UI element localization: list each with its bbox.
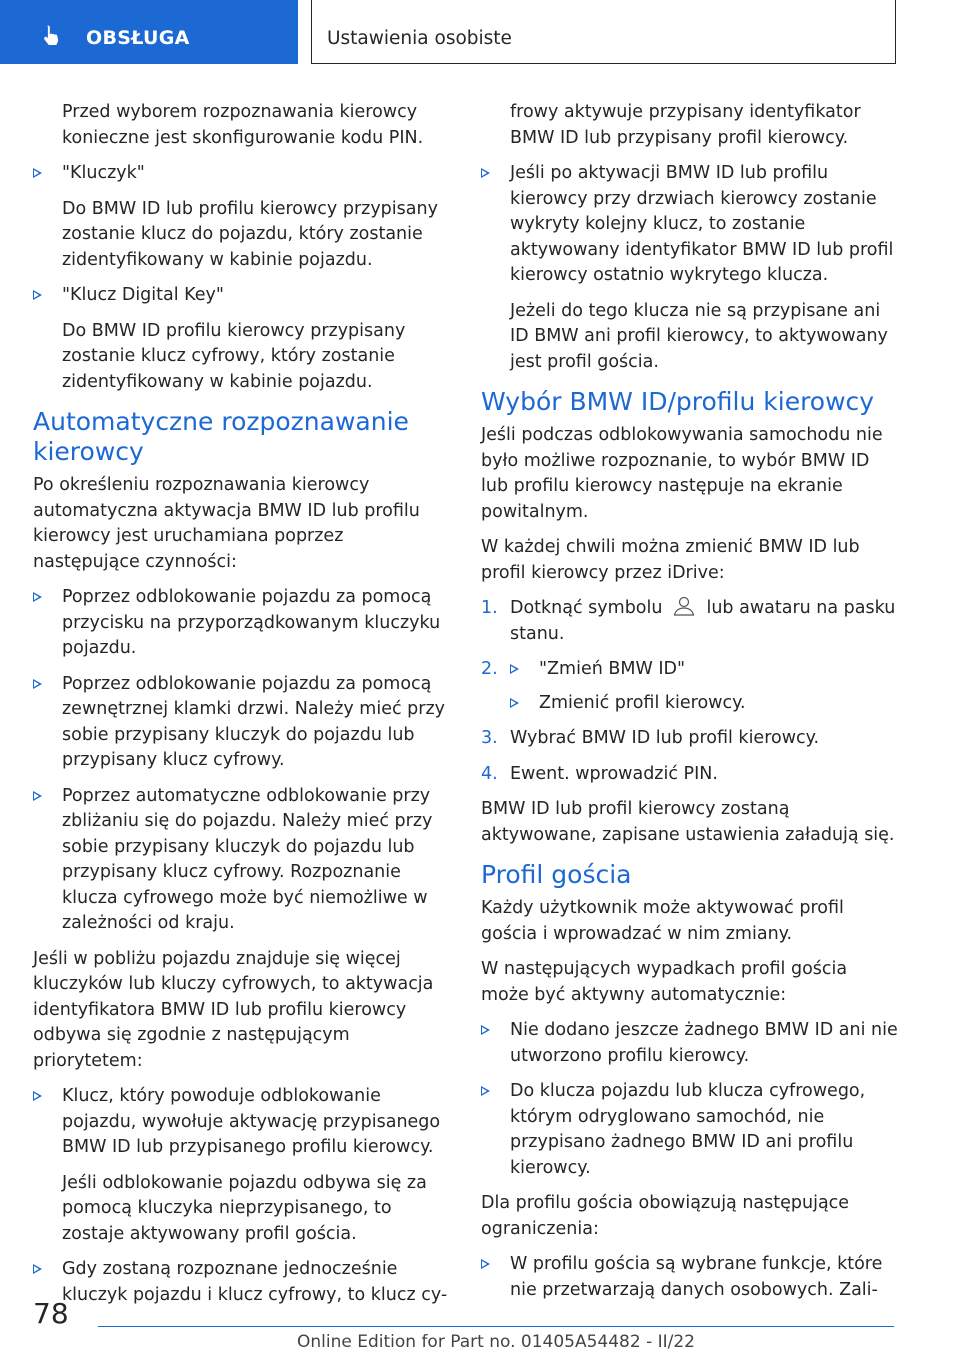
paragraph: Przed wyborem rozpoznawania kierowcy konieczne jest skonfigurowanie kodu PIN. xyxy=(62,102,424,148)
left-column xyxy=(33,100,449,1318)
paragraph: Jeśli odblokowanie pojazdu odbywa się za pomocą kluczyka nieprzypisanego, to zostaje aktywowany profil gościa. xyxy=(62,1172,427,1244)
section-tab xyxy=(0,0,298,64)
list-item: Jeśli po aktywacji BMW ID lub profilu kierowcy przy drzwiach kierowcy zostanie wykryty kolejny klucz, to zostanie aktywowany identyfikator BMW ID lub profil kierowcy ostatnio wykrytego klucza. xyxy=(481,161,899,289)
chapter-tab xyxy=(311,0,896,64)
paragraph: Jeśli podczas odblokowywania samochodu nie było możliwe rozpoznanie, to wybór BMW ID lub profilu kierowcy następuje na ekranie powitalnym. xyxy=(481,425,883,522)
step-number: 3. xyxy=(481,728,498,748)
step-3: 3. Wybrać BMW ID lub profil kierowcy. xyxy=(481,726,899,752)
bullet-triangle-icon xyxy=(33,1091,42,1101)
bullet-triangle-icon xyxy=(510,664,519,674)
bullet-triangle-icon xyxy=(481,168,490,178)
list-item: "Kluczyk" xyxy=(33,161,449,187)
hand-pointer-icon xyxy=(42,24,62,46)
paragraph: W każdej chwili można zmienić BMW ID lub profil kierowcy przez iDrive: xyxy=(481,537,860,583)
paragraph: Do BMW ID lub profilu kierowcy przypisany zostanie klucz do pojazdu, który zostanie zidentyfikowany w kabinie pojazdu. xyxy=(62,198,438,270)
heading-select-profile: Wybór BMW ID/profilu kierowcy xyxy=(481,387,875,416)
list-item: Poprzez automatyczne odblokowanie przy zbliżaniu się do pojazdu. Należy mieć przy sobie przypisany kluczyk do pojazdu lub przypisany klucz cyfrowy. Rozpoznanie klucza cyfrowego może być niemożliwe w zależności od kraju. xyxy=(33,784,449,937)
list-item: Do klucza pojazdu lub klucza cyfrowego, którym odryglowano samochód, nie przypisano żadnego BMW ID ani profilu kierowcy. xyxy=(481,1079,899,1181)
bullet-triangle-icon xyxy=(481,1025,490,1035)
bullet-triangle-icon xyxy=(33,1264,42,1274)
paragraph: Do BMW ID profilu kierowcy przypisany zostanie klucz cyfrowy, który zostanie zidentyfikowany w kabinie pojazdu. xyxy=(62,320,406,392)
list-item: Klucz, który powoduje odblokowanie pojazdu, wywołuje aktywację przypisanego BMW ID lub przypisanego profilu kierowcy. xyxy=(33,1084,449,1161)
bullet-triangle-icon xyxy=(33,168,42,178)
list-item: "Zmień BMW ID" xyxy=(510,657,899,683)
bullet-triangle-icon xyxy=(481,1259,490,1269)
paragraph: Jeżeli do tego klucza nie są przypisane ani ID BMW ani profil kierowcy, to aktywowany jest profil gościa. xyxy=(510,300,888,372)
paragraph: Po określeniu rozpoznawania kierowcy automatyczna aktywacja BMW ID lub profilu kierowcy jest uruchamiana poprzez następujące czynności: xyxy=(33,475,420,572)
paragraph: BMW ID lub profil kierowcy zostaną aktywowane, zapisane ustawienia załadują się. xyxy=(481,799,895,845)
paragraph: Każdy użytkownik może aktywować profil gościa i wprowadzać w nim zmiany. xyxy=(481,898,844,944)
paragraph: Dla profilu gościa obowiązują następujące ograniczenia: xyxy=(481,1193,850,1239)
list-item: Nie dodano jeszcze żadnego BMW ID ani nie utworzono profilu kierowcy. xyxy=(481,1018,899,1069)
list-item: Gdy zostaną rozpoznane jednocześnie kluczyk pojazdu i klucz cyfrowy, to klucz cy- xyxy=(33,1257,449,1308)
user-icon xyxy=(672,596,696,616)
list-item: "Klucz Digital Key" xyxy=(33,283,449,309)
step-number: 2. xyxy=(481,659,498,679)
step-number: 4. xyxy=(481,763,498,784)
section-title: OBSŁUGA xyxy=(86,27,190,49)
bullet-triangle-icon xyxy=(33,791,42,801)
right-column xyxy=(481,100,899,1313)
step-4: 4. Ewent. wprowadzić PIN. xyxy=(481,762,899,788)
paragraph: W następujących wypadkach profil gościa może być aktywny automatycznie: xyxy=(481,959,848,1005)
bullet-triangle-icon xyxy=(33,592,42,602)
paragraph: Jeśli w pobliżu pojazdu znajduje się więcej kluczyków lub kluczy cyfrowych, to aktywacja identyfikatora BMW ID lub profilu kierowcy odbywa się zgodnie z następującym priorytetem: xyxy=(33,948,434,1071)
heading-guest-profile: Profil gościa xyxy=(481,860,632,889)
bullet-triangle-icon xyxy=(33,290,42,300)
footer-divider xyxy=(98,1326,894,1327)
footer-edition: Online Edition for Part no. 01405A54482 - II/22 xyxy=(296,1332,695,1352)
chapter-title: Ustawienia osobiste xyxy=(327,28,512,49)
step-2 xyxy=(481,657,899,716)
heading-auto-recognition: Automatyczne rozpoznawanie kierowcy xyxy=(33,407,409,466)
list-item: W profilu gościa są wybrane funkcje, które nie przetwarzają danych osobowych. Zali- xyxy=(481,1252,899,1303)
list-item: Poprzez odblokowanie pojazdu za pomocą zewnętrznej klamki drzwi. Należy mieć przy sobie przypisany kluczyk do pojazdu lub przypisany klucz cyfrowy. xyxy=(33,672,449,774)
paragraph: frowy aktywuje przypisany identyfikator BMW ID lub przypisany profil kierowcy. xyxy=(510,102,861,148)
bullet-triangle-icon xyxy=(510,698,519,708)
page-header xyxy=(0,0,960,66)
bullet-triangle-icon xyxy=(481,1086,490,1096)
bullet-triangle-icon xyxy=(33,679,42,689)
page-number: 78 xyxy=(33,1297,69,1330)
list-item: Poprzez odblokowanie pojazdu za pomocą przycisku na przyporządkowanym kluczyku pojazdu. xyxy=(33,585,449,662)
list-item: Zmienić profil kierowcy. xyxy=(510,691,899,717)
step-number: 1. xyxy=(481,598,498,618)
step-1: 1. Dotknąć symbolu lub awataru na pasku stanu. xyxy=(481,598,896,644)
